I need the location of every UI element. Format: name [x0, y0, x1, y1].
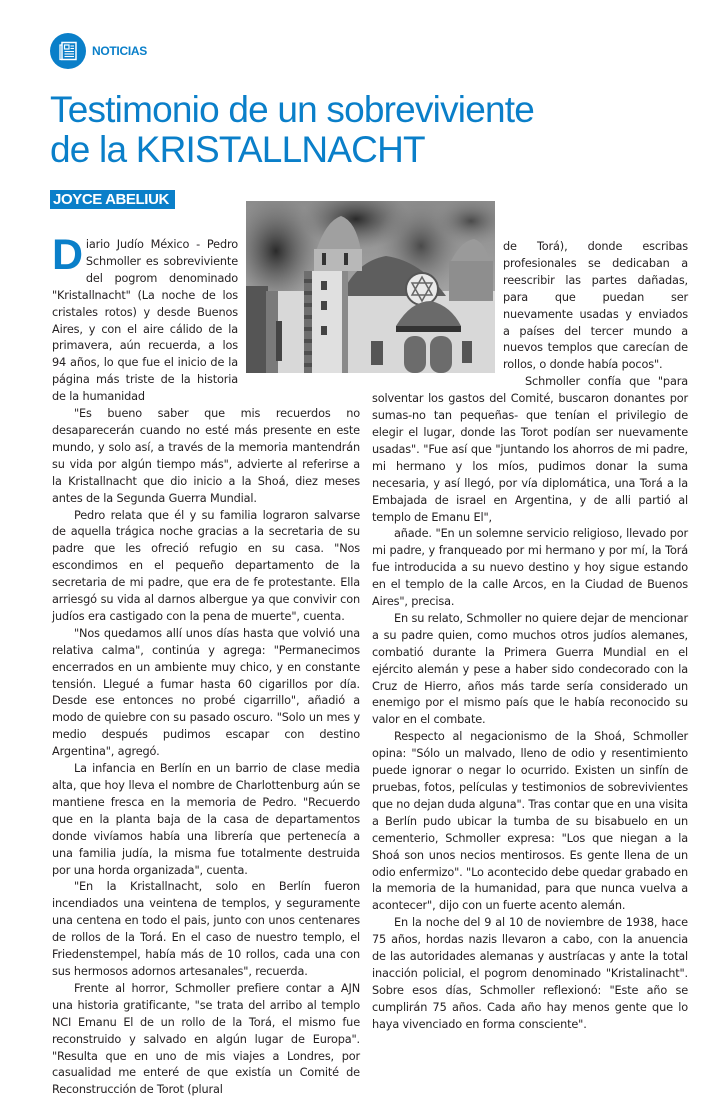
paragraph-start: "Es bueno saber que mis recuerdos no desaparecerán cuando no	[52, 407, 360, 437]
lead-text: iario Judío México - Pedro Schmoller es sobreviviente del pogrom denominado "Kristallnacht" (La noche de los cristales rotos) y desde Buenos Aires, y con el aire cálido de la primavera, aún recuerda, a los 94 años, lo que fue el inicio de la página más triste de la historia de la humanidad	[52, 238, 238, 404]
title-line-1: Testimonio de un sobreviviente	[50, 89, 535, 130]
paragraph	[52, 406, 360, 507]
paragraph: "En la Kristallnacht, solo en Berlín fueron incendiados una veintena de templos, y seguramente una centena en todo el pais, junto con unos centenares de rollos de la Torá. En el caso de nuestro templo, el Friedenstempel, había más de 10 rollos, cada una con sus hermosos adornos artesanales", recuerda.	[52, 880, 360, 978]
article-title	[50, 90, 650, 170]
photo-wrap-spacer	[372, 239, 501, 379]
paragraph: añade. "En un solemne servicio religioso, llevado por mi padre, y franqueado por mi hermano y por mí, la Torá fue introducida a su nuevo destino y hoy sigue estando en el templo de la calle Arcos, en la Ciudad de Buenos Aires", precisa.	[372, 527, 688, 609]
paragraph: En la noche del 9 al 10 de noviembre de 1938, hace 75 años, hordas nazis llevaron a cabo, con la anuencia de las autoridades alemanas y austríacas y ante la total inacción policial, el pogrom denominado "Kristalinacht". Sobre esos días, Schmoller reflexionó: "Este año se cumplirán 75 años. Cada año hay menos gente que lo haya vivenciado en forma consciente".	[372, 916, 688, 1031]
paragraph: de Torá), donde escribas profesionales se dedicaban a reescribir las partes dañadas, para que puedan ser nuevamente usadas y enviados a países del tercer mundo a nuevos templos que carecían de rollos, o donde había pocos".	[503, 240, 688, 372]
left-column-text	[52, 231, 360, 1099]
paragraph: "Nos quedamos allí unos días hasta que volvió una relativa calma", continúa y agrega: "Permanecimos encerrados en un ambiente muy chico, y en constante tensión. Llegué a fumar hasta 60 cigarillos por día. Desde ese entonces no probé cigarrillo", añadió a modo de quiebre con su pasado oscuro. "Solo un mes y medio después pudimos escapar con destino Argentina", agregó.	[52, 626, 360, 759]
drop-cap: D	[52, 231, 83, 279]
newspaper-icon	[50, 33, 86, 69]
section-label: NOTICIAS	[92, 44, 147, 58]
paragraph: En su relato, Schmoller no quiere dejar de mencionar a su padre quien, como muchos otros judíos alemanes, combatió durante la Primera Guerra Mundial en el ejército alemán y pese a haber sido condecorado con la Cruz de Hierro, años más tarde sería considerado un enemigo por el mismo país que le había reconocido su valor en el combate.	[372, 611, 688, 727]
author-byline	[50, 190, 175, 209]
paragraph-continuation: esté más presente en este mundo, y solo así, a través de la memoria mantendrán su vida por algún tiempo más", advierte al referirse a la Kristallnacht que dio inicio a la Shoá, diez meses antes de la Segunda Guerra Mundial.	[52, 423, 360, 505]
paragraph	[372, 374, 688, 526]
photo-wrap-spacer	[244, 237, 360, 379]
paragraph-continuation: pequeñas- que tenían el privilegio de elegir el lugar, donde las Torot podían ser nuevamente usadas". "Fue así que "juntando los ahorros de mi padre, mi hermano y los míos, pudimos donar la suma necesaria, y así llegó, por vía diplomática, una Torá a la Embajada de israel en Argentina, y de alli partió al templo de Emanu El",	[372, 409, 688, 524]
paragraph-start: Schmoller confía que "para solventar los gastos del Comité, buscaron donantes por sumas-no tan	[372, 375, 688, 423]
section-header	[50, 33, 147, 69]
author-name: JOYCE ABELIUK	[53, 191, 169, 208]
right-column-text	[372, 239, 688, 1034]
paragraph: Frente al horror, Schmoller prefiere contar a AJN una historia gratificante, "se trata del arribo al templo NCI Emanu El de un rollo de la Torá, el mismo fue reconstruido y salvado en algún lugar de Europa". "Resulta que en uno de mis viajes a Londres, por casualidad me enteré de que existía un Comité de Reconstrucción de Torot (plural	[52, 981, 360, 1097]
paragraph: La infancia en Berlín en un barrio de clase media alta, que hoy lleva el nombre de Charlottenburg aún se mantiene fresca en la memoria de Pedro. "Recuerdo que en la planta baja de la casa de departamentos donde vivíamos había una librería que pertenecía a una familia judía, la misma fue totalmente destruida por una horda organizada", cuenta.	[52, 762, 360, 877]
title-line-2: de la KRISTALLNACHT	[50, 129, 425, 170]
paragraph: Respecto al negacionismo de la Shoá, Schmoller opina: "Sólo un malvado, lleno de odio y resentimiento puede ignorar o negar lo ocurrido. Existen un sinfín de pruebas, fotos, películas y testimonios de sobrevivientes que no dejan duda alguna". Tras contar que en una visita a Berlín pudo ubicar la tumba de su bisabuelo en un cementerio, Schmoller expresa: "Los que niegan a la Shoá son unos necios mentirosos. Es gente llena de un odio enfermizo". "Lo acontecido debe quedar grabado en la memoria de la humanidad, para que nunca vuelva a acontecer", dijo con un fuerte acento alemán.	[372, 730, 688, 913]
paragraph: Pedro relata que él y su familia lograron salvarse de aquella trágica noche gracias a la secretaria de su padre que les ofreció refugio en su casa. "Nos escondimos en el pequeño departamento de la secretaria de mi padre, que era de fe protestante. Ella arriesgó su vida al darnos albergue ya que convivir con judíos era castigado con la pena de muerte", cuenta.	[52, 508, 360, 623]
